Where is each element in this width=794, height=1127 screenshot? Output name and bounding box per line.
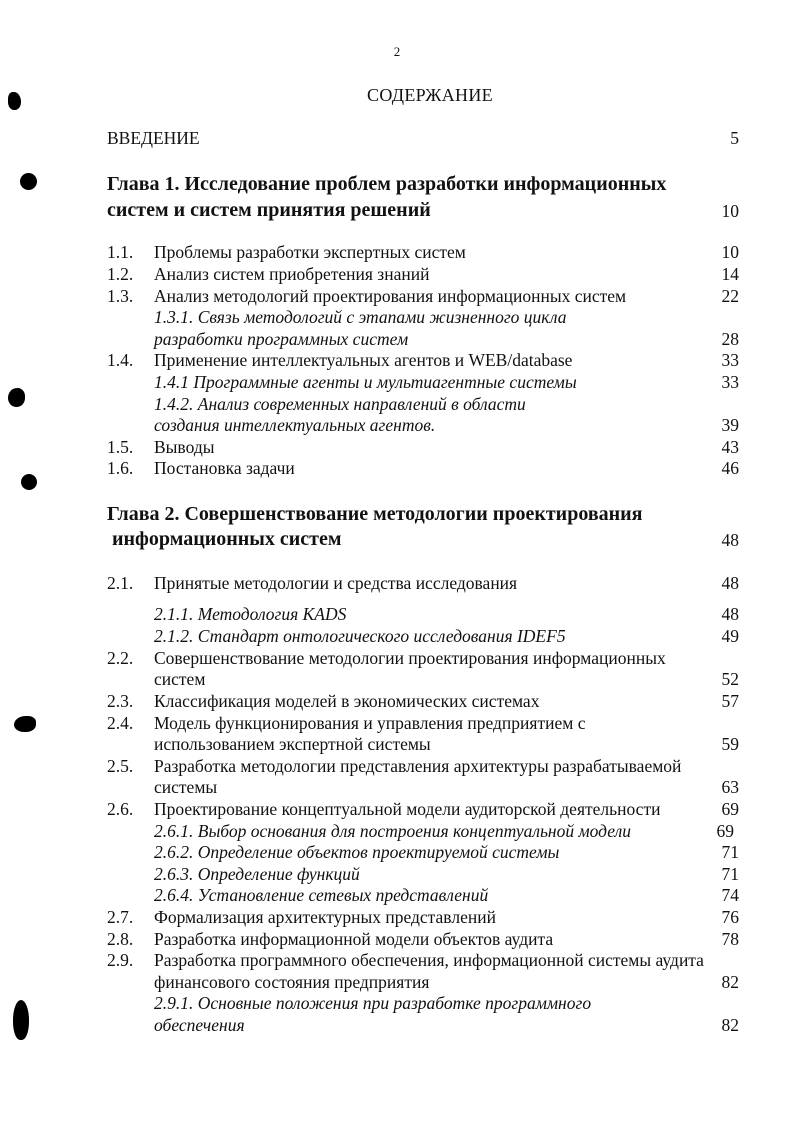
toc-item[interactable] <box>0 756 794 778</box>
toc-page-number: 82 <box>721 972 739 992</box>
toc-page-number: 48 <box>721 604 739 624</box>
toc-page-number: 69 <box>716 821 734 841</box>
toc-item[interactable] <box>0 691 794 713</box>
toc-item[interactable] <box>0 264 794 286</box>
toc-page-number: 71 <box>721 842 739 862</box>
toc-item-number: 2.5. <box>107 756 134 776</box>
toc-item-text: 2.1.1. Методология KADS <box>154 604 347 624</box>
toc-item[interactable] <box>0 242 794 264</box>
toc-subitem[interactable] <box>0 372 794 394</box>
toc-item-cont <box>0 972 794 994</box>
toc-page-number: 33 <box>721 350 739 370</box>
toc-page-number: 71 <box>721 864 739 884</box>
toc-item-text: 2.6.2. Определение объектов проектируемой системы <box>154 842 560 862</box>
toc-subitem[interactable] <box>0 626 794 648</box>
toc-item-text: Разработка программного обеспечения, информационной системы аудита <box>154 950 704 970</box>
toc-item-number: 1.1. <box>107 242 134 262</box>
toc-subitem[interactable] <box>0 821 794 843</box>
toc-page-number: 63 <box>721 777 739 797</box>
chapter-1-heading[interactable] <box>0 173 794 195</box>
toc-item-number: 1.6. <box>107 458 134 478</box>
toc-item-text: 1.3.1. Связь методологий с этапами жизненного цикла <box>154 307 567 327</box>
toc-item-text: Классификация моделей в экономических системах <box>154 691 540 711</box>
toc-subitem[interactable] <box>0 885 794 907</box>
toc-item-text: 2.6.4. Установление сетевых представлений <box>154 885 489 905</box>
toc-intro[interactable] <box>0 128 794 150</box>
toc-item-text: системы <box>154 777 218 797</box>
toc-page-number: 48 <box>721 530 739 550</box>
toc-subitem[interactable] <box>0 864 794 886</box>
toc-item[interactable] <box>0 350 794 372</box>
toc-item-cont <box>0 777 794 799</box>
toc-page-number: 5 <box>730 128 739 148</box>
toc-item-text: Разработка информационной модели объектов аудита <box>154 929 554 949</box>
toc-item-text: Проектирование концептуальной модели аудиторской деятельности <box>154 799 661 819</box>
toc-subitem-cont <box>0 329 794 351</box>
toc-item-number: 2.4. <box>107 713 134 733</box>
toc-page-number: 46 <box>721 458 739 478</box>
toc-page-number: 22 <box>721 286 739 306</box>
toc-page-number: 48 <box>721 573 739 593</box>
toc-item[interactable] <box>0 907 794 929</box>
toc-item-number: 2.2. <box>107 648 134 668</box>
toc-item-text: 1.4.2. Анализ современных направлений в области <box>154 394 526 414</box>
toc-item-cont <box>0 669 794 691</box>
toc-subitem[interactable] <box>0 842 794 864</box>
toc-item-text: обеспечения <box>154 1015 245 1035</box>
toc-item[interactable] <box>0 929 794 951</box>
toc-item-number: 2.6. <box>107 799 134 819</box>
toc-item[interactable] <box>0 648 794 670</box>
toc-page-number: 52 <box>721 669 739 689</box>
toc-item-text: Совершенствование методологии проектирования информационных <box>154 648 666 668</box>
toc-page-number: 10 <box>721 201 739 221</box>
toc-page-number: 28 <box>721 329 739 349</box>
toc-item-number: 2.7. <box>107 907 134 927</box>
toc-page-number: 43 <box>721 437 739 457</box>
toc-subitem[interactable] <box>0 307 794 329</box>
toc-subitem-cont <box>0 415 794 437</box>
toc-item-text: Выводы <box>154 437 215 457</box>
toc-page-number: 78 <box>721 929 739 949</box>
toc-item-number: 2.9. <box>107 950 134 970</box>
toc-item-text: 2.9.1. Основные положения при разработке программного <box>154 993 592 1013</box>
toc-item[interactable] <box>0 950 794 972</box>
toc-item[interactable] <box>0 437 794 459</box>
chapter-2-heading[interactable] <box>0 503 794 525</box>
toc-item-number: 1.3. <box>107 286 134 306</box>
toc-item-text: 2.6.1. Выбор основания для построения концептуальной модели <box>154 821 631 841</box>
toc-page-number: 49 <box>721 626 739 646</box>
toc-item-number: 1.2. <box>107 264 134 284</box>
toc-item-text: Формализация архитектурных представлений <box>154 907 496 927</box>
toc-item[interactable] <box>0 799 794 821</box>
toc-page-number: 39 <box>721 415 739 435</box>
toc-item-number: 2.8. <box>107 929 134 949</box>
toc-item[interactable] <box>0 458 794 480</box>
chapter-heading-text: Глава 1. Исследование проблем разработки информационных <box>107 173 667 195</box>
toc-item-number: 1.4. <box>107 350 134 370</box>
toc-item-text: Разработка методологии представления архитектуры разрабатываемой <box>154 756 682 776</box>
toc-item-text: создания интеллектуальных агентов. <box>154 415 436 435</box>
chapter-heading-text: систем и систем принятия решений <box>107 199 431 221</box>
toc-intro-label: ВВЕДЕНИЕ <box>107 128 200 148</box>
toc-page-number: 59 <box>721 734 739 754</box>
toc-page-number: 82 <box>721 1015 739 1035</box>
chapter-1-heading-cont <box>0 199 794 221</box>
page-title: СОДЕРЖАНИЕ <box>367 85 493 105</box>
toc-item[interactable] <box>0 286 794 308</box>
toc-subitem-cont <box>0 1015 794 1037</box>
toc-subitem[interactable] <box>0 394 794 416</box>
toc-item-text: Анализ систем приобретения знаний <box>154 264 430 284</box>
toc-page-number: 14 <box>721 264 739 284</box>
toc-subitem[interactable] <box>0 604 794 626</box>
toc-page-number: 69 <box>721 799 739 819</box>
toc-item-text: систем <box>154 669 206 689</box>
toc-item[interactable] <box>0 713 794 735</box>
toc-item-text: Анализ методологий проектирования информационных систем <box>154 286 627 306</box>
toc-item-cont <box>0 734 794 756</box>
chapter-2-heading-cont <box>0 528 794 550</box>
toc-item-text: Постановка задачи <box>154 458 295 478</box>
toc-page-number: 76 <box>721 907 739 927</box>
toc-item-text: 1.4.1 Программные агенты и мультиагентные системы <box>154 372 577 392</box>
chapter-heading-text: информационных систем <box>112 528 342 550</box>
toc-item-text: использованием экспертной системы <box>154 734 431 754</box>
toc-item-text: финансового состояния предприятия <box>154 972 430 992</box>
scan-blot <box>8 92 21 110</box>
toc-item-text: Модель функционирования и управления предприятием с <box>154 713 586 733</box>
toc-item-number: 2.1. <box>107 573 134 593</box>
toc-page-number: 57 <box>721 691 739 711</box>
toc-item-text: Применение интеллектуальных агентов и WEB/database <box>154 350 573 370</box>
toc-item-number: 2.3. <box>107 691 134 711</box>
toc-item-text: Проблемы разработки экспертных систем <box>154 242 466 262</box>
toc-item-text: 2.1.2. Стандарт онтологического исследования IDEF5 <box>154 626 566 646</box>
toc-item-number: 1.5. <box>107 437 134 457</box>
toc-page-number: 74 <box>721 885 739 905</box>
toc-subitem[interactable] <box>0 993 794 1015</box>
toc-item-text: Принятые методологии и средства исследования <box>154 573 518 593</box>
toc-item-text: разработки программных систем <box>154 329 409 349</box>
toc-page-number: 10 <box>721 242 739 262</box>
page-number: 2 <box>393 44 401 59</box>
chapter-heading-text: Глава 2. Совершенствование методологии проектирования <box>107 503 643 525</box>
toc-page-number: 33 <box>721 372 739 392</box>
toc-item-text: 2.6.3. Определение функций <box>154 864 360 884</box>
toc-item[interactable] <box>0 573 794 595</box>
